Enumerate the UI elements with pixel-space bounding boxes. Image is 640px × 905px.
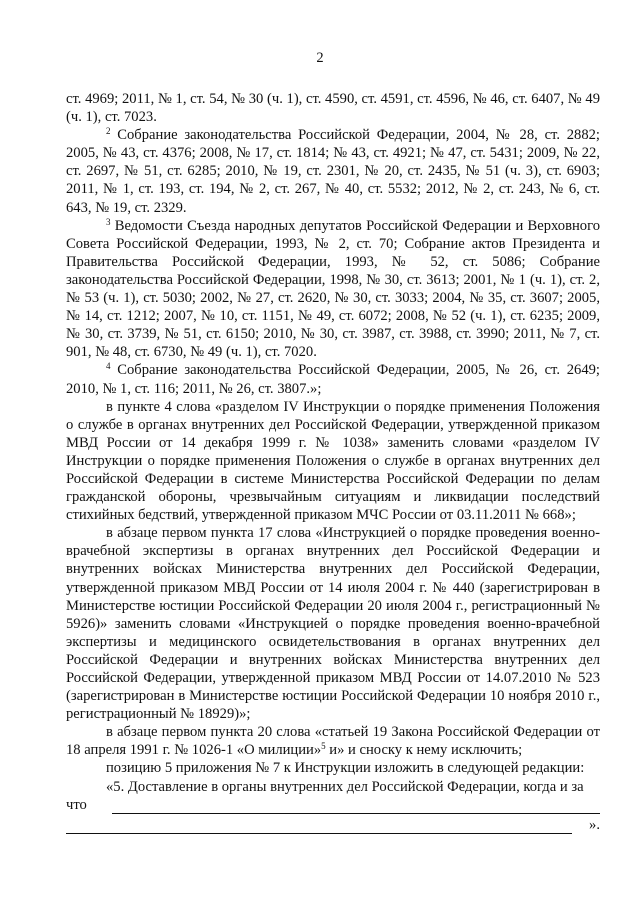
blank-underline: [66, 821, 572, 834]
form-line-label: что: [66, 796, 87, 813]
footnote-marker: 4: [106, 361, 111, 372]
paragraph-text: в пункте 4 слова «разделом IV Инструкции о порядке применения Положения о службе в органах внутренних дел Российской Федерации, утвержденной приказом МВД России от 14 декабря 1999 г. № 1038» заменить словами «разделом IV Инструкции о порядке применения Положения о службе в органах внутренних дел Российской Федерации в системе Министерства Российской Федерации по делам гражданской обороны, чрезвычайным ситуациям и ликвидации последствий стихийных бедствий, утвержденной приказом МЧС России от 03.11.2011 № 668»;: [66, 398, 600, 524]
paragraph-text: в абзаце первом пункта 20 слова «статьей 19 Закона Российской Федерации от 18 апреля 1991 г. № 1026-1 «О милиции»: [66, 724, 600, 759]
footnote-1-continuation: [66, 90, 600, 126]
footnote-marker: 2: [106, 126, 111, 137]
document-body: [66, 90, 600, 834]
footnote-marker: 3: [106, 216, 111, 227]
paragraph-text: позицию 5 приложения № 7 к Инструкции изложить в следующей редакции:: [106, 760, 585, 777]
closing-quote: ».: [589, 816, 600, 833]
amendment-position-5: [66, 778, 600, 796]
paragraph-text: «5. Доставление в органы внутренних дел Российской Федерации, когда и за: [106, 778, 584, 795]
footnote-2: [66, 126, 600, 216]
paragraph-text: ст. 4969; 2011, № 1, ст. 54, № 30 (ч. 1), ст. 4590, ст. 4591, ст. 4596, № 46, ст. 6407, № 49 (ч. 1), ст. 7023.: [66, 91, 600, 126]
closing-blank-line: [66, 816, 600, 834]
footnote-marker: 5: [321, 741, 326, 752]
amendment-item-4: [66, 398, 600, 525]
page-number: 2: [316, 50, 324, 66]
paragraph-text: в абзаце первом пункта 17 слова «Инструкцией о порядке проведения военно-врачебной экспертизы в органах внутренних дел Российской Федерации и внутренних войсках Министерства внутренних дел Российской Федерации, утвержденной приказом МВД России от 14 июля 2004 г. № 440 (зарегистрирован в Министерстве юстиции Российской Федерации 20 июля 2004 г., регистрационный № 5926)» заменить словами «Инструкцией о порядке проведения военно-врачебной экспертизы и медицинского освидетельствования в органах внутренних дел Российской Федерации и внутренних войсках Министерства внутренних дел Российской Федерации, утвержденной приказом МВД России от 14.07.2010 № 523 (зарегистрирован в Министерстве юстиции Российской Федерации 10 ноября 2010 г., регистрационный № 18929)»;: [66, 525, 600, 723]
amendment-appendix-7: [66, 759, 600, 777]
footnote-4: [66, 361, 600, 397]
amendment-item-17: [66, 524, 600, 723]
amendment-item-20: [66, 723, 600, 759]
paragraph-text: Собрание законодательства Российской Федерации, 2004, № 28, ст. 2882; 2005, № 43, ст. 4376; 2008, № 17, ст. 1814; № 43, ст. 4921; № 47, ст. 5431; 2009, № 22, ст. 2697, № 51, ст. 6285; 2010, № 19, ст. 2301, № 20, ст. 2435, № 51 (ч. 3), ст. 6903; 2011, № 1, ст. 193, ст. 194, № 2, ст. 267, № 40, ст. 5532; 2012, № 2, ст. 243, № 6, ст. 643, № 19, ст. 2329.: [66, 127, 600, 216]
paragraph-text: и» и сноску к нему исключить;: [325, 742, 523, 759]
footnote-3: [66, 217, 600, 362]
blank-underline: [112, 801, 600, 814]
paragraph-text: Ведомости Съезда народных депутатов Российской Федерации и Верховного Совета Российской Федерации, 1993, № 2, ст. 70; Собрание актов Президента и Правительства Российской Федерации, 1993, № 52, ст. 5086; Собрание законодательства Российской Федерации, 1998, № 30, ст. 3613; 2001, № 1 (ч. 1), ст. 2, № 53 (ч. 1), ст. 5030; 2002, № 27, ст. 2620, № 30, ст. 3033; 2004, № 35, ст. 3607; 2005, № 14, ст. 1212; 2007, № 10, ст. 1151, № 49, ст. 6072; 2008, № 52 (ч. 1), ст. 6235; 2009, № 30, ст. 3739, № 51, ст. 6150; 2010, № 30, ст. 3987, ст. 3988, ст. 3990; 2011, № 7, ст. 901, № 48, ст. 6730, № 49 (ч. 1), ст. 7020.: [66, 217, 600, 361]
form-blank-line: [66, 796, 600, 814]
paragraph-text: Собрание законодательства Российской Федерации, 2005, № 26, ст. 2649; 2010, № 1, ст. 116; 2011, № 26, ст. 3807.»;: [66, 362, 600, 397]
